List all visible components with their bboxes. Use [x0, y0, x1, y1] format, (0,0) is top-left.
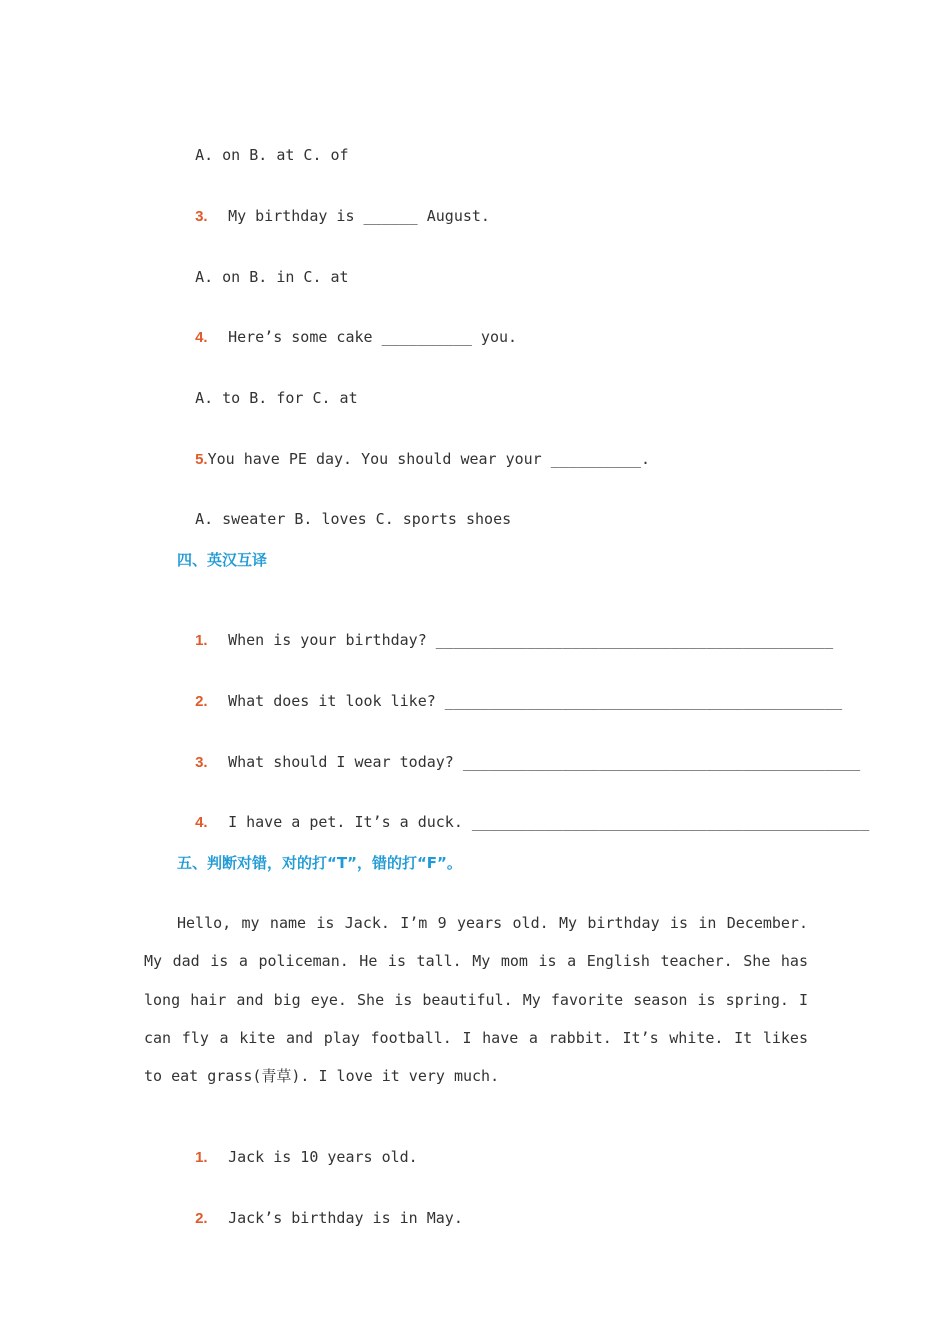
- question-number: 3.: [195, 754, 208, 771]
- question-number: 4.: [195, 814, 208, 831]
- section-5-heading: 五、判断对错，对的打“T”，错的打“F”。: [177, 854, 462, 872]
- option-text: A. to B. for C. at: [195, 389, 358, 407]
- question-4: [177, 307, 517, 348]
- question-text: Jack is 10 years old.: [228, 1148, 418, 1166]
- question-text: Jack’s birthday is in May.: [228, 1209, 463, 1227]
- option-line: [177, 489, 511, 529]
- question-text: What should I wear today? ____________________________________________: [228, 753, 861, 771]
- question-text: Here’s some cake __________ you.: [228, 328, 518, 346]
- option-text: A. on B. in C. at: [195, 268, 349, 286]
- question-number: 1.: [195, 632, 208, 649]
- question-number: 2.: [195, 1210, 208, 1227]
- judge-item-2: [177, 1188, 463, 1229]
- translate-item-3: [177, 732, 860, 773]
- question-number: 3.: [195, 208, 208, 225]
- question-number: 1.: [195, 1149, 208, 1166]
- translate-item-4: [177, 792, 869, 833]
- question-text: What does it look like? ____________________________________________: [228, 692, 843, 710]
- question-number: 4.: [195, 329, 208, 346]
- option-text: A. on B. at C. of: [195, 146, 349, 164]
- reading-passage: Hello, my name is Jack. I’m 9 years old. My birthday is in December. My dad is a policeman. He is tall. My mom is a English teacher. She has long hair and big eye. She is beautiful. My favorite season is spring. I can fly a kite and play football. I have a rabbit. It’s white. It likes to eat grass(青草). I love it very much.: [144, 914, 808, 1086]
- question-3: [177, 186, 490, 227]
- question-text: I have a pet. It’s a duck. ____________________________________________: [228, 813, 870, 831]
- translate-item-2: [177, 671, 842, 712]
- section-4-heading: 四、英汉互译: [177, 551, 268, 569]
- question-5: [177, 429, 650, 470]
- question-text: When is your birthday? ____________________________________________: [228, 631, 834, 649]
- translate-item-1: [177, 610, 833, 651]
- question-text: You have PE day. You should wear your __________.: [207, 450, 651, 468]
- option-line: [177, 368, 358, 408]
- option-line: [177, 247, 349, 287]
- question-number: 2.: [195, 693, 208, 710]
- option-line: [177, 125, 349, 165]
- question-number: 5.: [195, 451, 208, 468]
- option-text: A. sweater B. loves C. sports shoes: [195, 510, 512, 528]
- question-text: My birthday is ______ August.: [228, 207, 490, 225]
- judge-item-1: [177, 1127, 418, 1168]
